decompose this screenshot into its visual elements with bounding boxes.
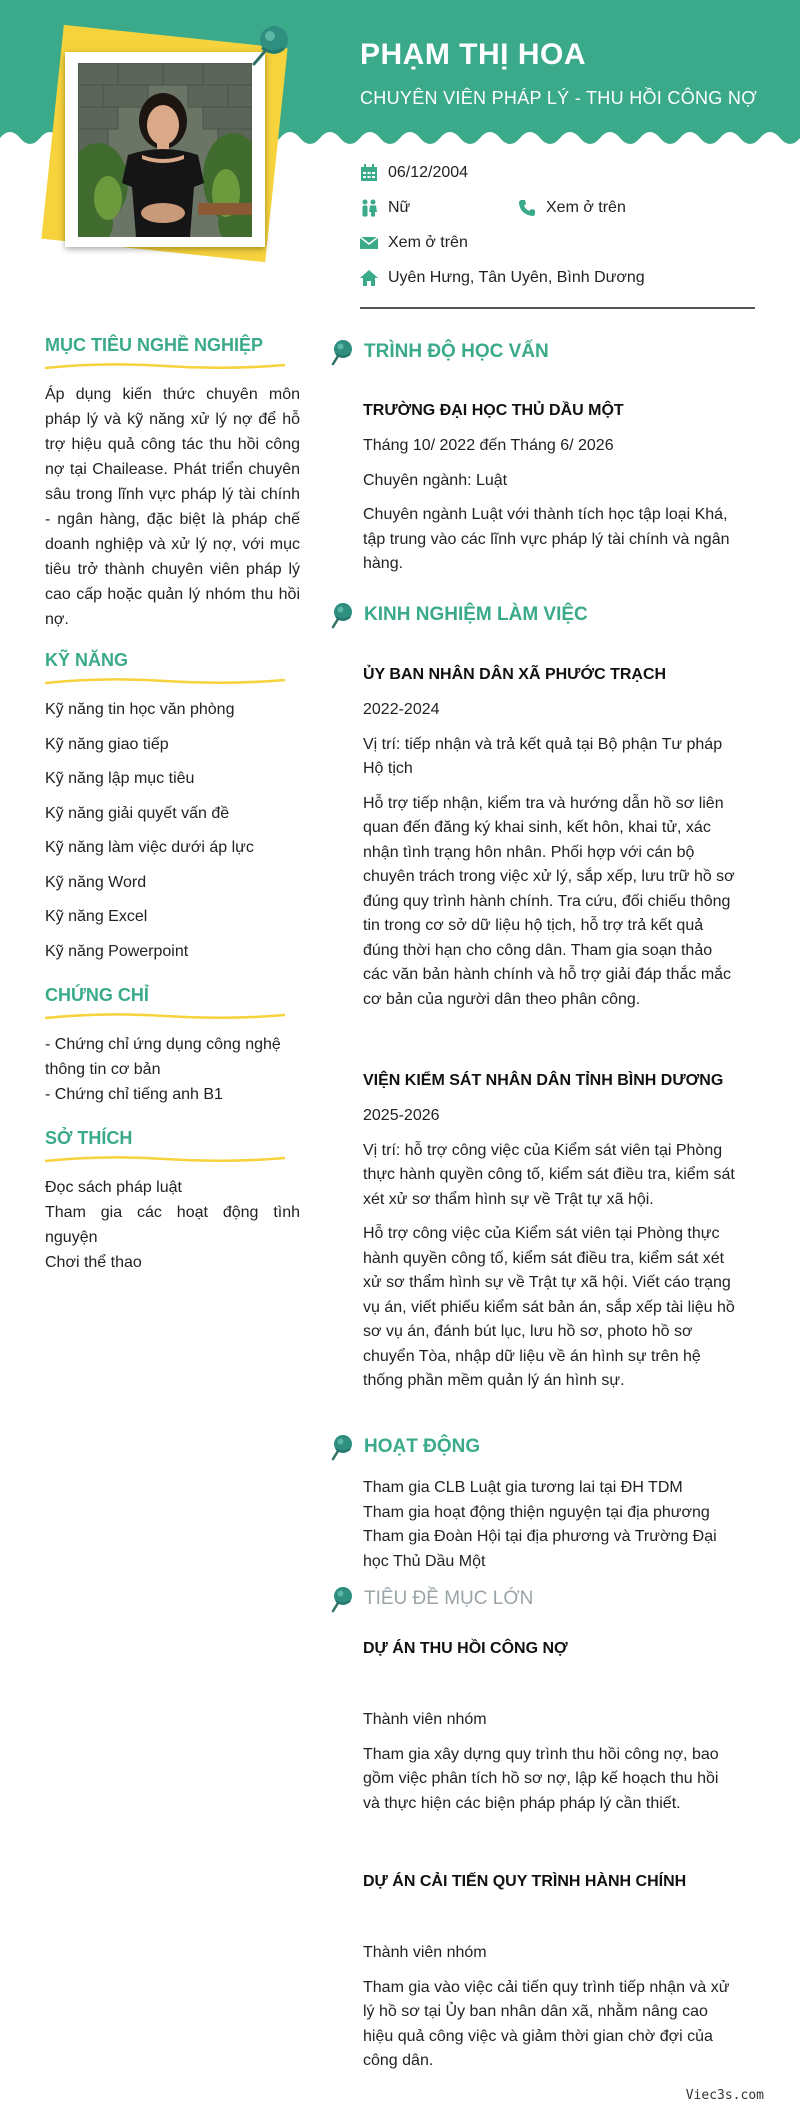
home-icon (360, 269, 378, 287)
activity-item: Tham gia Đoàn Hội tại địa phương và Trường Đại học Thủ Dầu Một (363, 1528, 717, 1570)
hobby-item: Chơi thể thao (45, 1254, 142, 1271)
activity-item: Tham gia CLB Luật gia tương lai tại ĐH TDM (363, 1479, 683, 1496)
calendar-icon (360, 164, 378, 182)
experience-job (363, 666, 735, 1012)
experience-header (330, 601, 588, 629)
activities-header (330, 1433, 480, 1461)
pin-icon (330, 1585, 356, 1613)
education-heading: TRÌNH ĐỘ HỌC VẤN (364, 341, 549, 362)
job-title: CHUYÊN VIÊN PHÁP LÝ - THU HỒI CÔNG NỢ (360, 88, 757, 108)
experience-heading: KINH NGHIỆM LÀM VIỆC (364, 604, 588, 625)
activity-item: Tham gia hoạt động thiện nguyện tại địa phương (363, 1503, 710, 1521)
objective-section (45, 335, 300, 632)
job-position: Vị trí: hỗ trợ công việc của Kiểm sát viên tại Phòng thực hành quyền công tố, kiểm sát điều tra, kiểm sát xét xử sơ thẩm hình sự về Trật tự xã hội. (363, 1141, 735, 1208)
project-title: DỰ ÁN CẢI TIẾN QUY TRÌNH HÀNH CHÍNH (363, 1873, 687, 1890)
education-description: Chuyên ngành Luật với thành tích học tập loại Khá, tập trung vào các lĩnh vực pháp lý tài chính và ngân hàng. (363, 506, 730, 572)
contact-divider (360, 307, 755, 309)
job-period: 2025-2026 (363, 1107, 440, 1124)
phone-value: Xem ở trên (546, 199, 626, 216)
skill-item: Kỹ năng tin học văn phòng (45, 701, 235, 718)
contact-email (360, 234, 468, 252)
skill-item: Kỹ năng lập mục tiêu (45, 770, 195, 787)
project-item (363, 1873, 735, 2074)
gender-value: Nữ (388, 199, 411, 216)
projects-header (330, 1585, 533, 1613)
certificate-item: - Chứng chỉ tiếng anh B1 (45, 1086, 223, 1103)
project-item (363, 1640, 735, 1816)
contact-birthdate (360, 164, 468, 182)
certificate-item: - Chứng chỉ ứng dụng công nghệ thông tin cơ bản (45, 1036, 281, 1078)
hobbies-heading: SỞ THÍCH (45, 1128, 133, 1148)
job-description: Hỗ trợ tiếp nhận, kiểm tra và hướng dẫn hồ sơ liên quan đến đăng ký khai sinh, kết hôn, khai tử, xác nhận tình trạng hôn nhân. Phối hợp với cán bộ chuyên trách trong việc xử lý, sắp xếp, lưu trữ hồ sơ đúng quy trình hành chính. Tra cứu, đối chiếu thông tin trong cơ sở dữ liệu hộ tịch, hỗ trợ trả kết quả đúng thời hạn cho công dân. Tham gia soạn thảo các văn bản hành chính và hỗ trợ giải đáp thắc mắc cơ bản của người dân theo phân công. (363, 794, 735, 1008)
education-header (330, 338, 549, 366)
skills-heading: KỸ NĂNG (45, 650, 129, 670)
activities-block (363, 1476, 735, 1574)
project-description: Tham gia vào việc cải tiến quy trình tiếp nhận và xử lý hồ sơ tại Ủy ban nhân dân xã, nhằm nâng cao hiệu quả công việc và giảm thời gian chờ đợi của công dân. (363, 1978, 730, 2069)
contact-address (360, 269, 645, 287)
heading-underline-wave (45, 362, 285, 370)
education-period: Tháng 10/ 2022 đến Tháng 6/ 2026 (363, 437, 614, 454)
gender-icon (360, 199, 378, 217)
certificates-section (45, 985, 300, 1107)
project-role: Thành viên nhóm (363, 1711, 487, 1728)
project-role: Thành viên nhóm (363, 1944, 487, 1961)
heading-underline-wave (45, 1155, 285, 1163)
job-org: ỦY BAN NHÂN DÂN XÃ PHƯỚC TRẠCH (363, 666, 667, 683)
contact-gender (360, 199, 410, 217)
project-title: DỰ ÁN THU HỒI CÔNG NỢ (363, 1640, 568, 1657)
skill-item: Kỹ năng Powerpoint (45, 942, 189, 960)
heading-underline-wave (45, 1012, 285, 1020)
email-icon (360, 234, 378, 252)
education-school: TRƯỜNG ĐẠI HỌC THỦ DẦU MỘT (363, 402, 624, 419)
activities-heading: HOẠT ĐỘNG (364, 1436, 481, 1457)
email-value: Xem ở trên (388, 234, 468, 251)
objective-text: Áp dụng kiến thức chuyên môn pháp lý và kỹ năng xử lý nợ để hỗ trợ hiệu quả công tác thu hồi công nợ tại Chailease. Phát triển chuyên sâu trong lĩnh vực pháp lý tài chính - ngân hàng, đặc biệt là pháp chế doanh nghiệp và xử lý nợ, với mục tiêu trở thành chuyên viên pháp lý cao cấp hoặc quản lý nhóm thu hồi nợ. (45, 386, 300, 628)
phone-icon (518, 199, 536, 217)
pin-icon (330, 601, 356, 629)
skill-item: Kỹ năng làm việc dưới áp lực (45, 839, 254, 856)
hobbies-section (45, 1128, 300, 1275)
education-major: Chuyên ngành: Luật (363, 471, 508, 489)
heading-underline-wave (45, 677, 285, 685)
watermark: Viec3s.com (685, 2088, 764, 2103)
projects-heading: TIÊU ĐỀ MỤC LỚN (364, 1588, 534, 1609)
birthdate-value: 06/12/2004 (388, 164, 469, 181)
certificates-heading: CHỨNG CHỈ (45, 985, 149, 1005)
job-period: 2022-2024 (363, 701, 440, 718)
contact-phone (518, 199, 626, 217)
skill-item: Kỹ năng Word (45, 873, 147, 891)
job-position: Vị trí: tiếp nhận và trả kết quả tại Bộ phận Tư pháp Hộ tịch (363, 735, 723, 777)
profile-photo (78, 63, 252, 237)
candidate-name: PHẠM THỊ HOA (360, 38, 586, 71)
pin-icon (330, 1433, 356, 1461)
experience-job (363, 1072, 735, 1394)
objective-heading: MỤC TIÊU NGHỀ NGHIỆP (45, 335, 264, 355)
hobby-item: Tham gia các hoạt động tình nguyện (45, 1204, 300, 1246)
pin-icon (330, 338, 356, 366)
hobby-item: Đọc sách pháp luật (45, 1179, 182, 1196)
skill-item: Kỹ năng giao tiếp (45, 735, 169, 753)
pin-icon (250, 22, 290, 68)
skill-item: Kỹ năng giải quyết vấn đề (45, 804, 230, 822)
education-block (363, 402, 735, 577)
skill-item: Kỹ năng Excel (45, 908, 148, 925)
job-description: Hỗ trợ công việc của Kiểm sát viên tại Phòng thực hành quyền công tố, kiểm sát điều tra, kiểm sát xét xử sơ thẩm hình sự về Trật tự xã hội. Viết cáo trạng vụ án, viết phiếu kiểm sát bản án, sắp xếp tài liệu hồ sơ vụ án, đánh bút lục, lưu hồ sơ, photo hồ sơ chuyển Tòa, nhập dữ liệu về án hình sự trên hệ thống phần mềm quản lý án hình sự. (363, 1225, 735, 1389)
job-org: VIỆN KIỂM SÁT NHÂN DÂN TỈNH BÌNH DƯƠNG (363, 1072, 724, 1089)
project-description: Tham gia xây dựng quy trình thu hồi công nợ, bao gồm việc phân tích hồ sơ nợ, lập kế hoạch thu hồi và thực hiện các biện pháp pháp lý cần thiết. (363, 1745, 719, 1812)
address-value: Uyên Hưng, Tân Uyên, Bình Dương (388, 269, 645, 286)
skills-section (45, 650, 300, 969)
